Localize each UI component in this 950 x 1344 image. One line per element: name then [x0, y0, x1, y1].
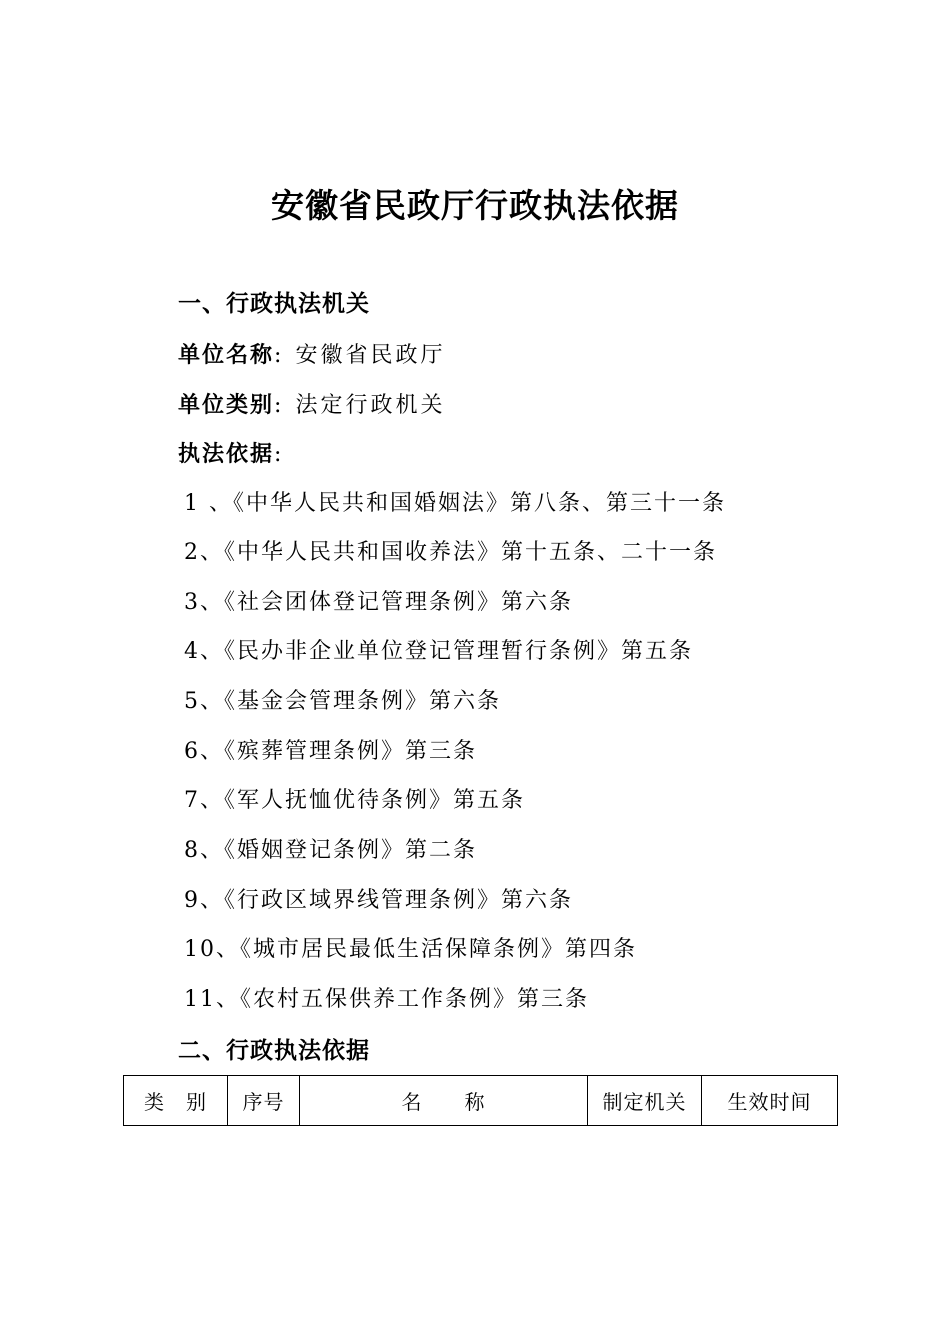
unit-type-label: 单位类别	[178, 392, 275, 418]
basis-item: 6、《殡葬管理条例》第三条	[184, 739, 477, 764]
basis-label-row	[178, 438, 281, 471]
unit-name-value: 安徽省民政厅	[295, 343, 446, 368]
section-heading-enforcement-basis: 二、行政执法依据	[178, 1037, 370, 1064]
table-header-name: 名 称	[300, 1076, 588, 1126]
unit-name-label: 单位名称	[178, 342, 275, 368]
table-header-effective-date: 生效时间	[702, 1076, 838, 1126]
page-title: 安徽省民政厅行政执法依据	[271, 186, 679, 225]
basis-item: 5、《基金会管理条例》第六条	[184, 689, 501, 714]
basis-item: 10、《城市居民最低生活保障条例》第四条	[184, 937, 637, 962]
basis-item: 9、《行政区域界线管理条例》第六条	[184, 888, 573, 913]
unit-name-row	[178, 339, 445, 372]
table-header-row	[124, 1076, 838, 1126]
table-header-number: 序号	[228, 1076, 300, 1126]
unit-name-colon: :	[274, 343, 282, 368]
section-heading-enforcement-agency: 一、行政执法机关	[178, 290, 370, 317]
table-header-issuing-body: 制定机关	[588, 1076, 702, 1126]
unit-type-value: 法定行政机关	[295, 393, 446, 418]
unit-type-colon: :	[274, 393, 282, 418]
basis-colon: :	[274, 442, 282, 467]
basis-item: 7、《军人抚恤优待条例》第五条	[184, 788, 525, 813]
basis-label: 执法依据	[178, 441, 275, 467]
basis-item: 1 、《中华人民共和国婚姻法》第八条、第三十一条	[184, 491, 726, 516]
table-header-category: 类 别	[124, 1076, 228, 1126]
basis-item: 8、《婚姻登记条例》第二条	[184, 838, 477, 863]
unit-type-row	[178, 389, 445, 422]
basis-item: 4、《民办非企业单位登记管理暂行条例》第五条	[184, 639, 693, 664]
basis-item: 3、《社会团体登记管理条例》第六条	[184, 590, 573, 615]
enforcement-basis-table	[123, 1075, 838, 1126]
basis-item: 11、《农村五保供养工作条例》第三条	[184, 987, 589, 1012]
basis-item: 2、《中华人民共和国收养法》第十五条、二十一条	[184, 540, 717, 565]
